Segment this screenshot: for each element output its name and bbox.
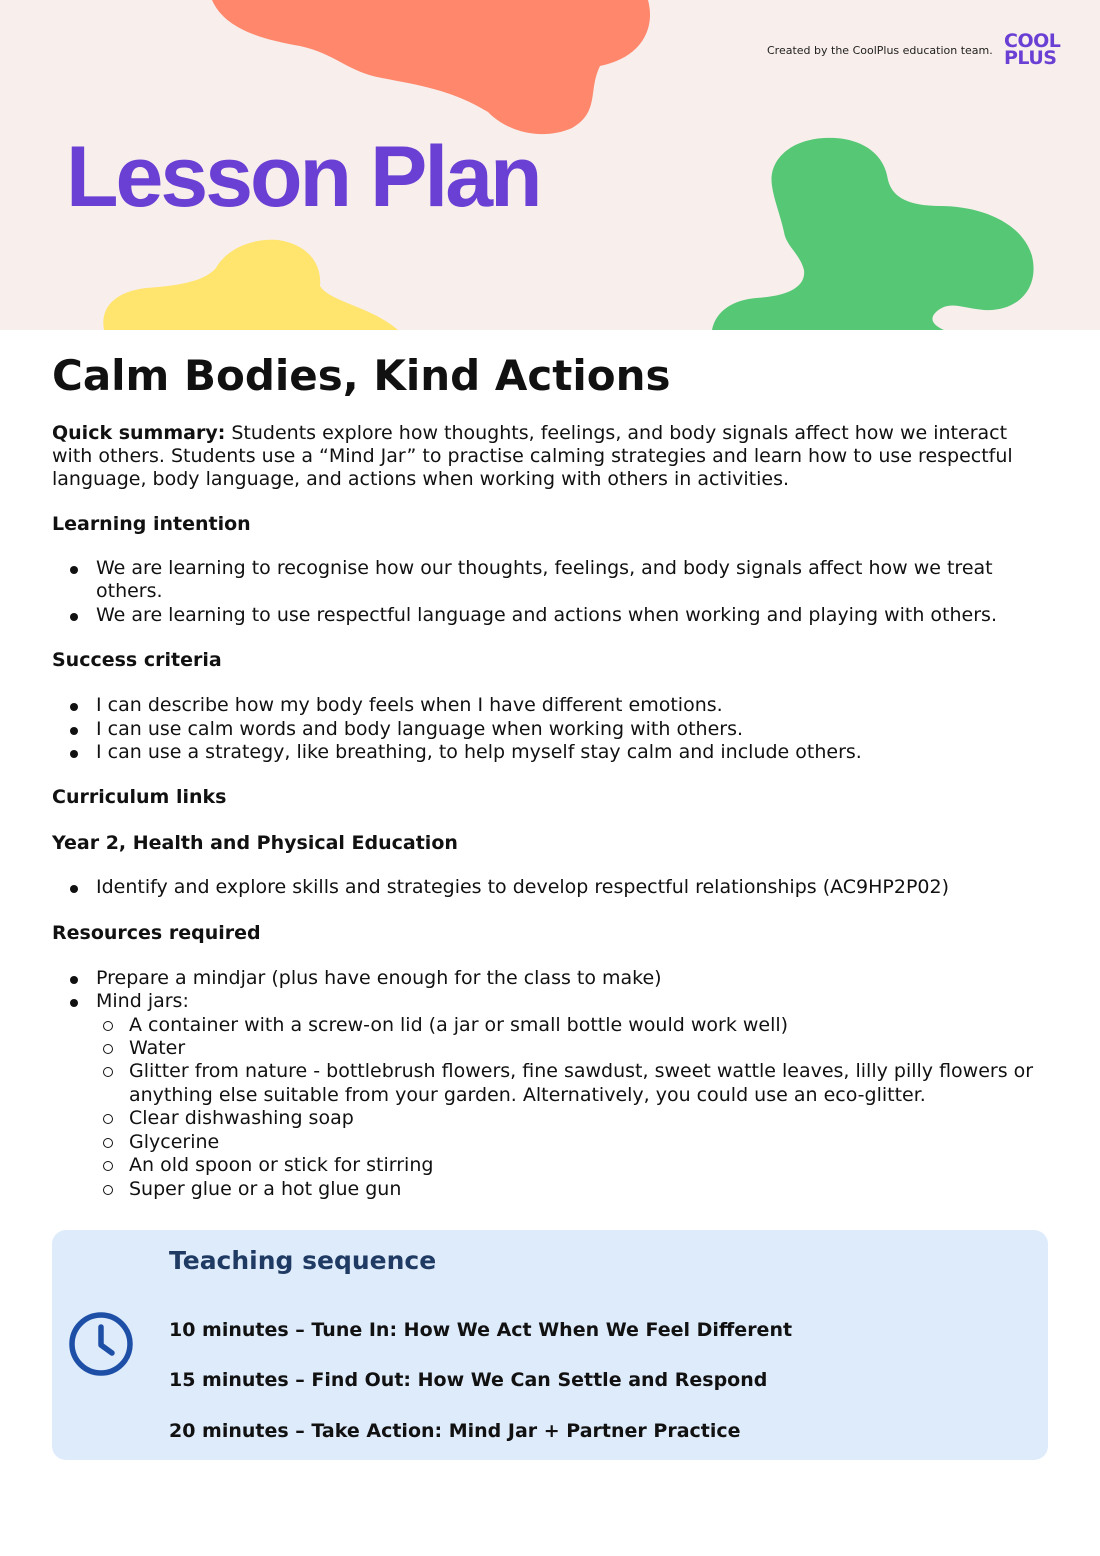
resources-heading: Resources required (52, 921, 261, 944)
learning-intention-list (52, 557, 1052, 627)
clock-icon (67, 1310, 135, 1378)
teaching-step-3: 20 minutes – Take Action: Mind Jar + Partner Practice (169, 1420, 741, 1442)
sub-list-item: An old spoon or stick for stirring (52, 1154, 1052, 1177)
teaching-sequence-title: Teaching sequence (169, 1246, 437, 1275)
lesson-content (52, 348, 1052, 1201)
sub-list-item: Glitter from nature - bottlebrush flowers, fine sawdust, sweet wattle leaves, lilly pilly flowers or anything else suitable from your garden. Alternatively, you could use an eco-glitter. (52, 1060, 1052, 1107)
summary-label: Quick summary: (52, 422, 226, 444)
page-title: Lesson Plan (66, 129, 540, 225)
list-item: Prepare a mindjar (plus have enough for the class to make) (52, 967, 1052, 990)
resources-list (52, 967, 1052, 1014)
summary-text: Students explore how thoughts, feelings, and body signals affect how we interact with others. Students use a “Mind Jar” to practise calming strategies and learn how to use respectful language, body language, and actions when working with others in activities. (52, 422, 1013, 490)
teaching-step-1: 10 minutes – Tune In: How We Act When We Feel Different (169, 1319, 793, 1341)
list-item: We are learning to recognise how our thoughts, feelings, and body signals affect how we treat others. (52, 557, 1052, 604)
sub-list-item: Super glue or a hot glue gun (52, 1178, 1052, 1201)
sub-list-item: Water (52, 1037, 1052, 1060)
success-criteria-heading: Success criteria (52, 649, 222, 672)
yellow-blob (103, 240, 398, 330)
green-blob (712, 138, 1034, 330)
sub-list-item: A container with a screw-on lid (a jar or small bottle would work well) (52, 1014, 1052, 1037)
success-criteria-list (52, 694, 1052, 764)
credit-text: Created by the CoolPlus education team. (767, 44, 993, 57)
coral-blob (212, 0, 650, 134)
sub-list-item: Glycerine (52, 1131, 1052, 1154)
list-item: Mind jars: (52, 990, 1052, 1013)
curriculum-list (52, 876, 1052, 899)
logo-line-plus: PLUS (1004, 47, 1057, 69)
coolplus-logo (1004, 30, 1068, 69)
list-item: I can use calm words and body language when working with others. (52, 718, 1052, 741)
teaching-sequence-panel (52, 1230, 1048, 1460)
list-item: I can describe how my body feels when I have different emotions. (52, 694, 1052, 717)
mind-jar-sublist (52, 1014, 1052, 1201)
curriculum-subheading: Year 2, Health and Physical Education (52, 832, 458, 855)
lesson-title: Calm Bodies, Kind Actions (52, 351, 671, 400)
learning-intention-heading: Learning intention (52, 513, 251, 535)
header-banner (0, 0, 1100, 330)
list-item: I can use a strategy, like breathing, to help myself stay calm and include others. (52, 741, 1052, 764)
logo-line-cool: COOL (1004, 30, 1061, 52)
curriculum-links-heading: Curriculum links (52, 786, 227, 809)
list-item: We are learning to use respectful language and actions when working and playing with others. (52, 604, 1052, 627)
quick-summary (52, 422, 1052, 491)
teaching-step-2: 15 minutes – Find Out: How We Can Settle and Respond (169, 1369, 768, 1391)
list-item: Identify and explore skills and strategies to develop respectful relationships (AC9HP2P02) (52, 876, 1052, 899)
sub-list-item: Clear dishwashing soap (52, 1107, 1052, 1130)
